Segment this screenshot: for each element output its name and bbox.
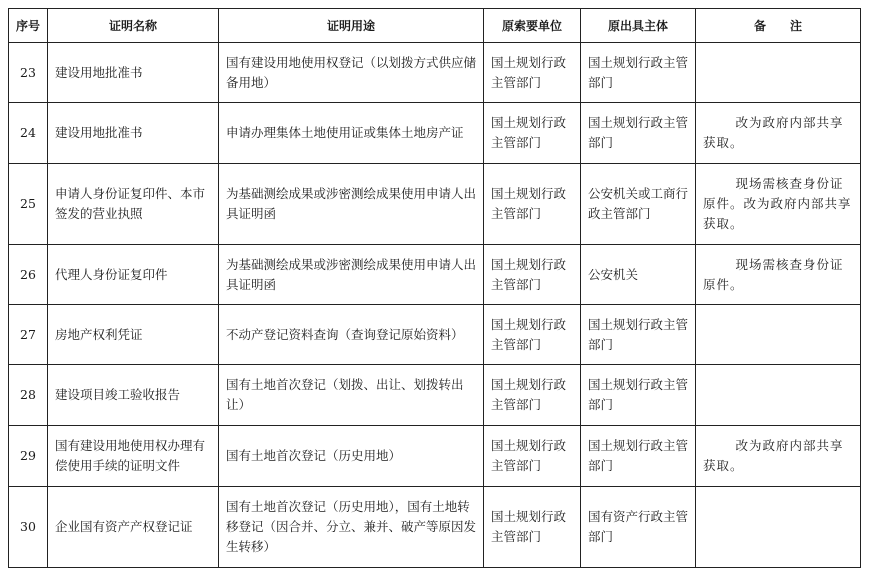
row-requesting-unit: 国土规划行政主管部门 — [484, 365, 581, 426]
row-purpose: 国有土地首次登记（划拨、出让、划拨转出让） — [219, 365, 484, 426]
table-row — [9, 487, 861, 568]
table-row — [9, 103, 861, 164]
table-row — [9, 164, 861, 245]
header-remarks: 备 注 — [696, 9, 861, 43]
row-certificate-name: 房地产权利凭证 — [48, 305, 219, 365]
row-issuing-body: 公安机关 — [581, 245, 696, 305]
row-index: 25 — [9, 164, 48, 245]
row-remark — [696, 43, 861, 103]
row-index: 29 — [9, 426, 48, 487]
certificate-table — [8, 8, 861, 568]
row-remark — [696, 487, 861, 568]
row-purpose: 不动产登记资料查询（查询登记原始资料） — [219, 305, 484, 365]
row-requesting-unit: 国土规划行政主管部门 — [484, 487, 581, 568]
row-requesting-unit: 国土规划行政主管部门 — [484, 426, 581, 487]
header-original-requesting-unit: 原索要单位 — [484, 9, 581, 43]
row-requesting-unit: 国土规划行政主管部门 — [484, 164, 581, 245]
row-issuing-body: 国土规划行政主管部门 — [581, 365, 696, 426]
row-certificate-name: 建设用地批准书 — [48, 103, 219, 164]
row-index: 26 — [9, 245, 48, 305]
row-issuing-body: 国土规划行政主管部门 — [581, 426, 696, 487]
row-remark: 改为政府内部共享获取。 — [696, 103, 861, 164]
header-original-issuing-body: 原出具主体 — [581, 9, 696, 43]
row-index: 28 — [9, 365, 48, 426]
row-requesting-unit: 国土规划行政主管部门 — [484, 103, 581, 164]
table-header-row — [9, 9, 861, 43]
row-index: 27 — [9, 305, 48, 365]
header-index: 序号 — [9, 9, 48, 43]
header-certificate-name: 证明名称 — [48, 9, 219, 43]
row-issuing-body: 国土规划行政主管部门 — [581, 305, 696, 365]
row-remark: 改为政府内部共享获取。 — [696, 426, 861, 487]
row-certificate-name: 代理人身份证复印件 — [48, 245, 219, 305]
row-index: 23 — [9, 43, 48, 103]
row-issuing-body: 公安机关或工商行政主管部门 — [581, 164, 696, 245]
header-certificate-purpose: 证明用途 — [219, 9, 484, 43]
row-requesting-unit: 国土规划行政主管部门 — [484, 43, 581, 103]
table-row — [9, 43, 861, 103]
row-index: 30 — [9, 487, 48, 568]
table-row — [9, 305, 861, 365]
row-issuing-body: 国土规划行政主管部门 — [581, 43, 696, 103]
table-row — [9, 245, 861, 305]
row-remark — [696, 365, 861, 426]
row-remark: 现场需核查身份证原件。 — [696, 245, 861, 305]
row-index: 24 — [9, 103, 48, 164]
row-requesting-unit: 国土规划行政主管部门 — [484, 245, 581, 305]
row-certificate-name: 建设用地批准书 — [48, 43, 219, 103]
row-purpose: 为基础测绘成果或涉密测绘成果使用申请人出具证明函 — [219, 164, 484, 245]
row-issuing-body: 国土规划行政主管部门 — [581, 103, 696, 164]
row-remark — [696, 305, 861, 365]
row-purpose: 国有土地首次登记（历史用地），国有土地转移登记（因合并、分立、兼并、破产等原因发生转移） — [219, 487, 484, 568]
row-issuing-body: 国有资产行政主管部门 — [581, 487, 696, 568]
table-row — [9, 365, 861, 426]
row-purpose: 国有土地首次登记（历史用地） — [219, 426, 484, 487]
row-purpose: 国有建设用地使用权登记（以划拨方式供应储备用地） — [219, 43, 484, 103]
table-row — [9, 426, 861, 487]
row-purpose: 申请办理集体土地使用证或集体土地房产证 — [219, 103, 484, 164]
row-certificate-name: 企业国有资产产权登记证 — [48, 487, 219, 568]
row-certificate-name: 建设项目竣工验收报告 — [48, 365, 219, 426]
row-requesting-unit: 国土规划行政主管部门 — [484, 305, 581, 365]
row-certificate-name: 申请人身份证复印件、本市签发的营业执照 — [48, 164, 219, 245]
row-remark: 现场需核查身份证原件。改为政府内部共享获取。 — [696, 164, 861, 245]
row-purpose: 为基础测绘成果或涉密测绘成果使用申请人出具证明函 — [219, 245, 484, 305]
row-certificate-name: 国有建设用地使用权办理有偿使用手续的证明文件 — [48, 426, 219, 487]
